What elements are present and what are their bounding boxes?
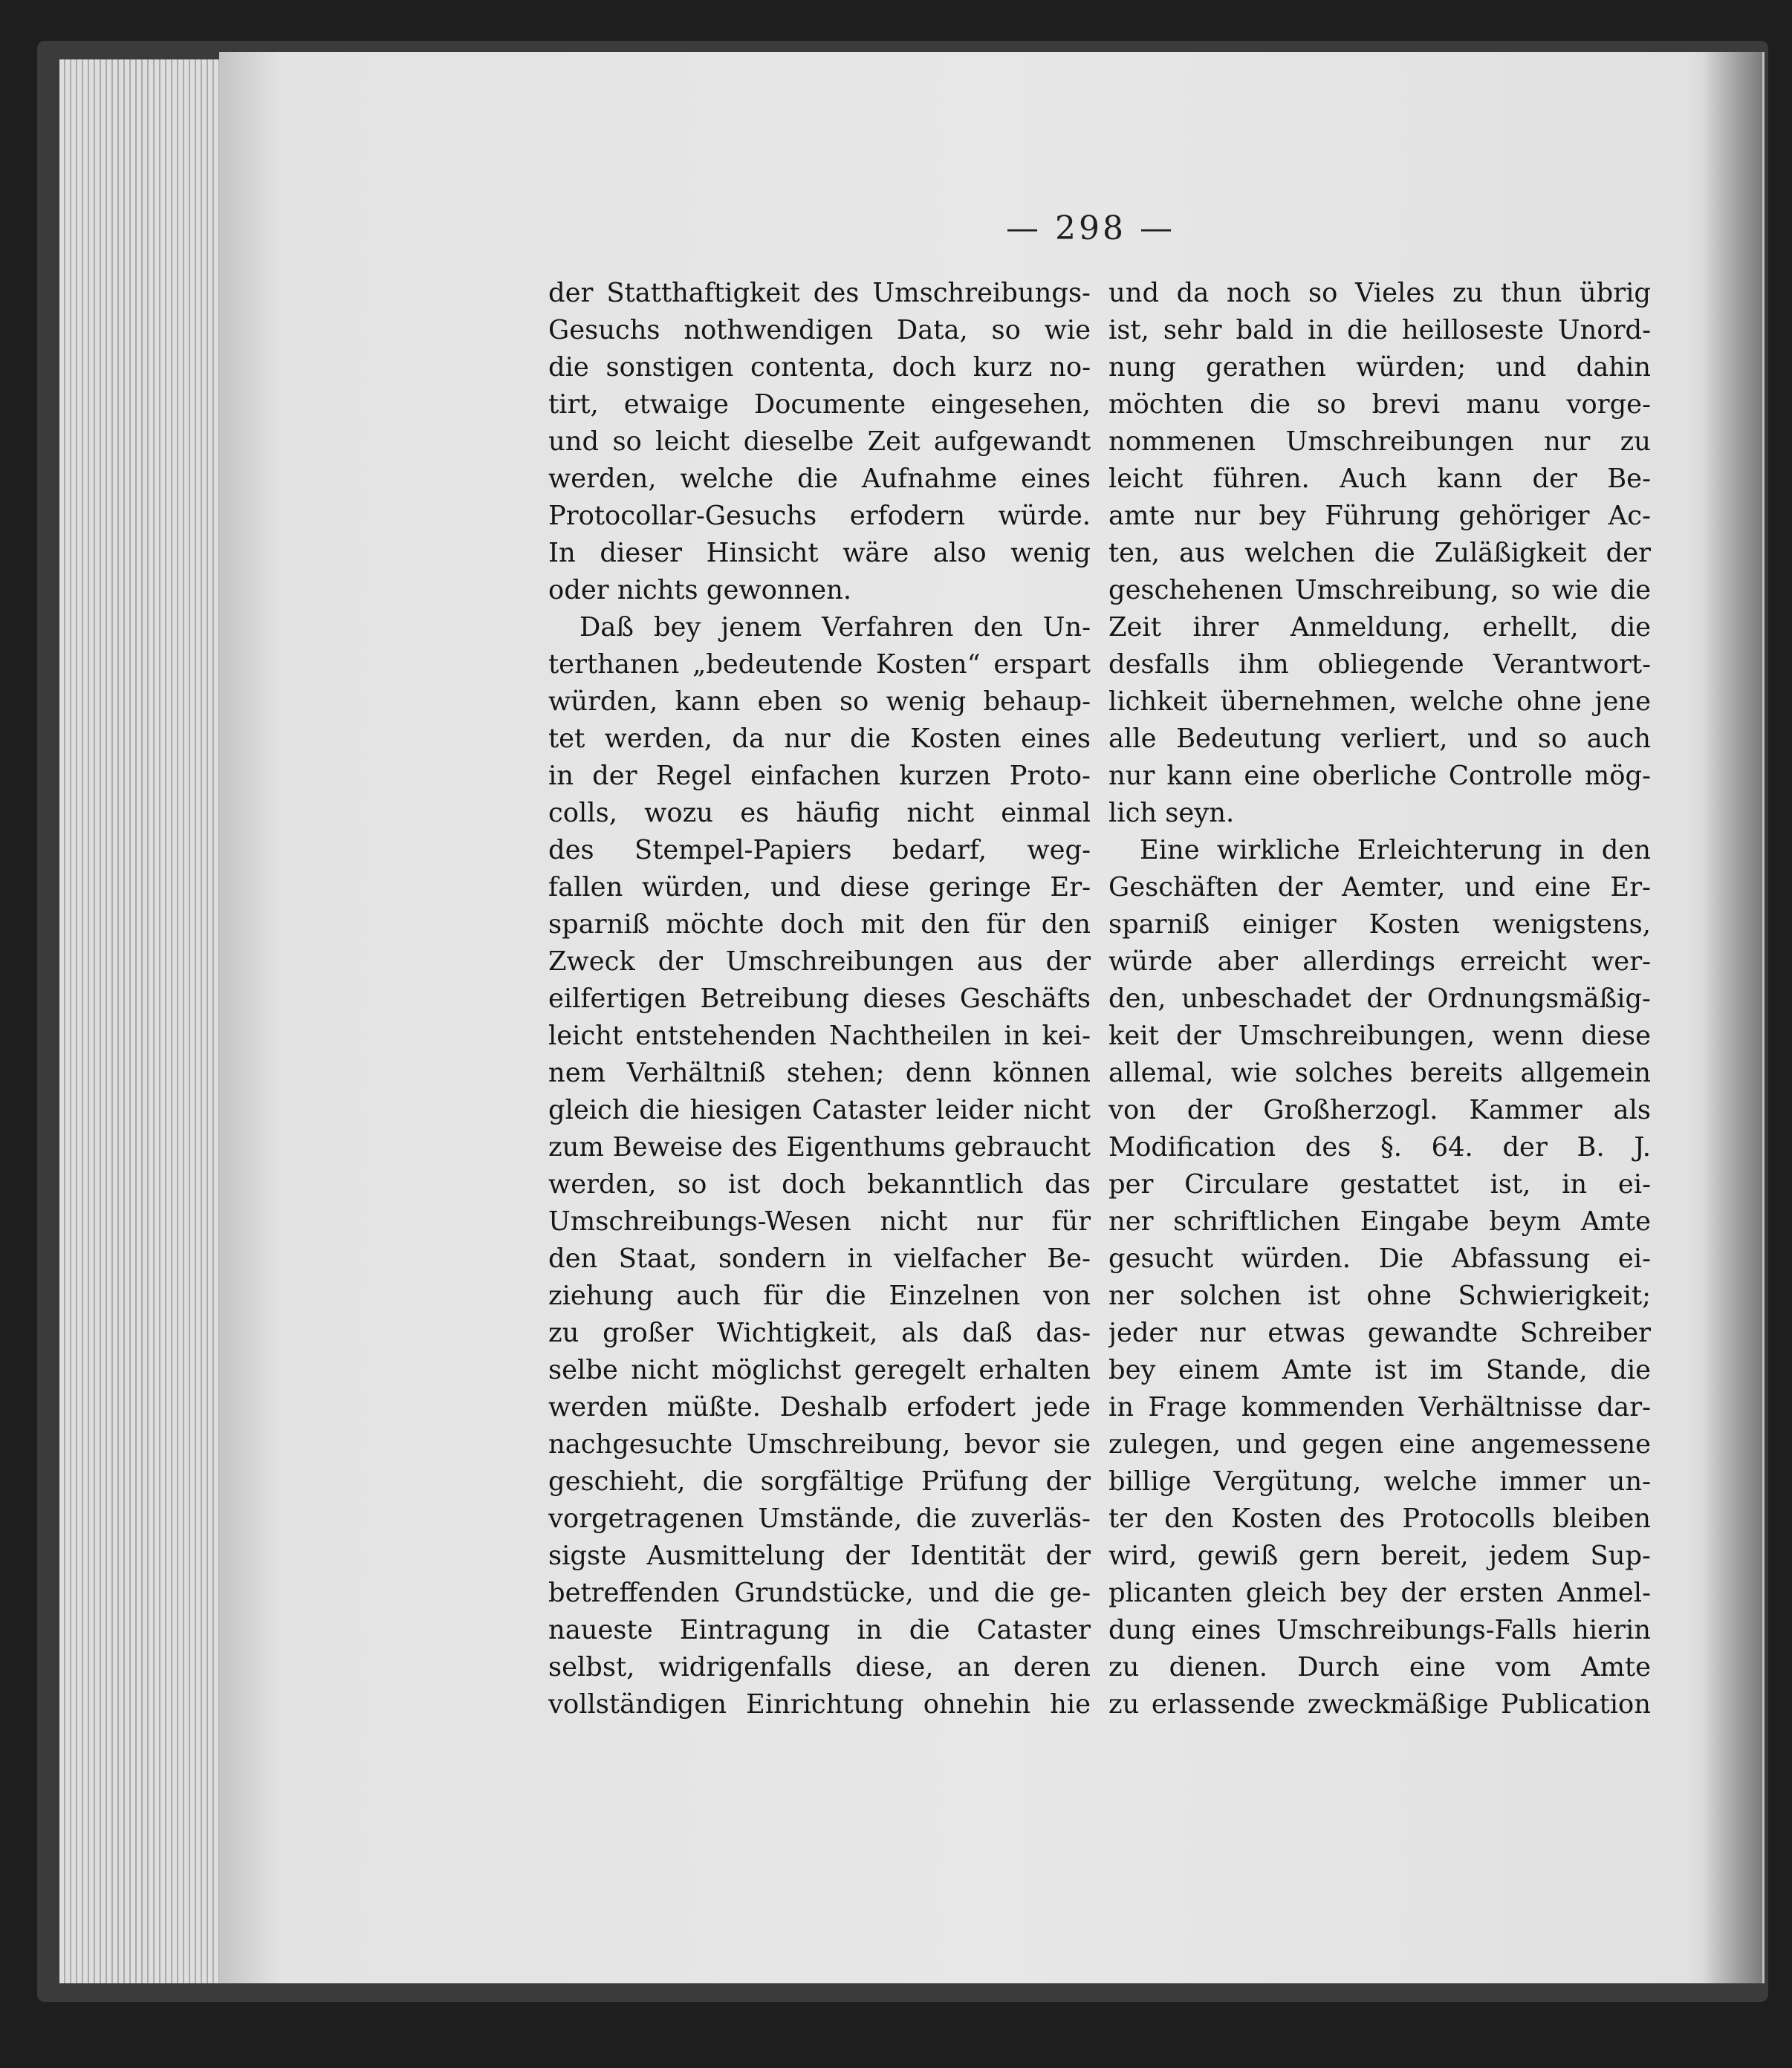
text-column-right [1108,275,1651,1723]
text-line: ist, sehr bald in die heilloseste Unord- [1108,315,1651,345]
text-line: werden, so ist doch bekanntlich das [548,1169,1091,1200]
text-line: würde aber allerdings erreicht wer- [1108,946,1651,977]
text-line: vorgetragenen Umstände, die zuverläs- [548,1503,1091,1534]
gutter-shadow [1703,52,1762,1983]
text-line: Eine wirkliche Erleichterung in den [1140,835,1651,865]
text-line: werden, welche die Aufnahme eines [548,464,1091,494]
text-line: die sonstigen contenta, doch kurz no- [548,352,1091,383]
text-line: Modification des §. 64. der B. J. [1108,1132,1651,1163]
text-line: jeder nur etwas gewandte Schreiber [1108,1318,1651,1348]
text-line: lichkeit übernehmen, welche ohne jene [1108,686,1651,717]
text-line: Daß bey jenem Verfahren den Un- [580,612,1091,643]
text-line: amte nur bey Führung gehöriger Ac- [1108,501,1651,531]
text-line: leicht führen. Auch kann der Be- [1108,464,1651,494]
text-line: ten, aus welchen die Zuläßigkeit der [1108,538,1651,568]
text-line: den, unbeschadet der Ordnungsmäßig- [1108,983,1651,1014]
text-line: zum Beweise des Eigenthums gebraucht [548,1132,1091,1163]
text-line: sigste Ausmittelung der Identität der [548,1541,1091,1571]
text-line: in Frage kommenden Verhältnisse dar- [1108,1392,1651,1422]
text-line: Gesuchs nothwendigen Data, so wie [548,315,1091,345]
text-line: gesucht würden. Die Abfassung ei- [1108,1243,1651,1274]
text-line: allemal, wie solches bereits allgemein [1108,1058,1651,1088]
text-line: terthanen „bedeutende Kosten“ erspart [548,649,1091,680]
text-line: eilfertigen Betreibung dieses Geschäfts [548,983,1091,1014]
text-line: desfalls ihm obliegende Verantwort- [1108,649,1651,680]
text-line: bey einem Amte ist im Stande, die [1108,1355,1651,1385]
text-line: möchten die so brevi manu vorge- [1108,389,1651,420]
text-line: den Staat, sondern in vielfacher Be- [548,1243,1091,1274]
text-line: fallen würden, und diese geringe Er- [548,872,1091,903]
text-line: nung gerathen würden; und dahin [1108,352,1651,383]
text-line: zu dienen. Durch eine vom Amte [1108,1652,1651,1682]
text-line: ner solchen ist ohne Schwierigkeit; [1108,1281,1651,1311]
text-line: billige Vergütung, welche immer un- [1108,1466,1651,1497]
text-line: Zweck der Umschreibungen aus der [548,946,1091,977]
text-line: vollständigen Einrichtung ohnehin hie [548,1689,1091,1720]
text-column-left [548,275,1091,1723]
text-line: In dieser Hinsicht wäre also wenig [548,538,1091,568]
text-line: dung eines Umschreibungs-Falls hierin [1108,1615,1651,1645]
text-line: keit der Umschreibungen, wenn diese [1108,1021,1651,1051]
text-line: Geschäften der Aemter, und eine Er- [1108,872,1651,903]
text-line: des Stempel-Papiers bedarf, weg- [548,835,1091,865]
text-line: nem Verhältniß stehen; denn können [548,1058,1091,1088]
text-line: leicht entstehenden Nachtheilen in kei- [548,1021,1091,1051]
text-line: sparniß möchte doch mit den für den [548,909,1091,940]
text-line: Umschreibungs-Wesen nicht nur für [548,1206,1091,1237]
text-line: der Statthaftigkeit des Umschreibungs- [548,278,1091,308]
text-line: plicanten gleich bey der ersten Anmel- [1108,1578,1651,1608]
page-edges [59,59,238,1983]
text-line: alle Bedeutung verliert, und so auch [1108,724,1651,754]
text-line: und so leicht dieselbe Zeit aufgewandt [548,426,1091,457]
text-line: lich seyn. [1108,798,1235,828]
text-line: und da noch so Vieles zu thun übrig [1108,278,1651,308]
text-line: tirt, etwaige Documente eingesehen, [548,389,1091,420]
text-line: selbst, widrigenfalls diese, an deren [548,1652,1091,1682]
text-line: ter den Kosten des Protocolls bleiben [1108,1503,1651,1534]
page-number: — 298 — [1006,209,1175,247]
text-line: per Circulare gestattet ist, in ei- [1108,1169,1651,1200]
text-line: betreffenden Grundstücke, und die ge- [548,1578,1091,1608]
text-line: von der Großherzogl. Kammer als [1108,1095,1651,1125]
text-line: geschehenen Umschreibung, so wie die [1108,575,1651,605]
text-line: ner schriftlichen Eingabe beym Amte [1108,1206,1651,1237]
text-line: Protocollar-Gesuchs erfodern würde. [548,501,1091,531]
text-line: werden müßte. Deshalb erfodert jede [548,1392,1091,1422]
text-line: wird, gewiß gern bereit, jedem Sup- [1108,1541,1651,1571]
text-line: ziehung auch für die Einzelnen von [548,1281,1091,1311]
text-line: zu großer Wichtigkeit, als daß das- [548,1318,1091,1348]
text-line: geschieht, die sorgfältige Prüfung der [548,1466,1091,1497]
text-line: Zeit ihrer Anmeldung, erhellt, die [1108,612,1651,643]
text-line: gleich die hiesigen Cataster leider nicht [548,1095,1091,1125]
text-line: selbe nicht möglichst geregelt erhalten [548,1355,1091,1385]
text-line: zulegen, und gegen eine angemessene [1108,1429,1651,1460]
text-line: würden, kann eben so wenig behaup- [548,686,1091,717]
text-line: nur kann eine oberliche Controlle mög- [1108,761,1651,791]
text-line: zu erlassende zweckmäßige Publication [1108,1689,1651,1720]
text-line: colls, wozu es häufig nicht einmal [548,798,1091,828]
text-line: oder nichts gewonnen. [548,575,852,605]
text-line: nommenen Umschreibungen nur zu [1108,426,1651,457]
text-line: in der Regel einfachen kurzen Proto- [548,761,1091,791]
text-line: naueste Eintragung in die Cataster [548,1615,1091,1645]
text-line: sparniß einiger Kosten wenigstens, [1108,909,1651,940]
text-line: nachgesuchte Umschreibung, bevor sie [548,1429,1091,1460]
text-line: tet werden, da nur die Kosten eines [548,724,1091,754]
